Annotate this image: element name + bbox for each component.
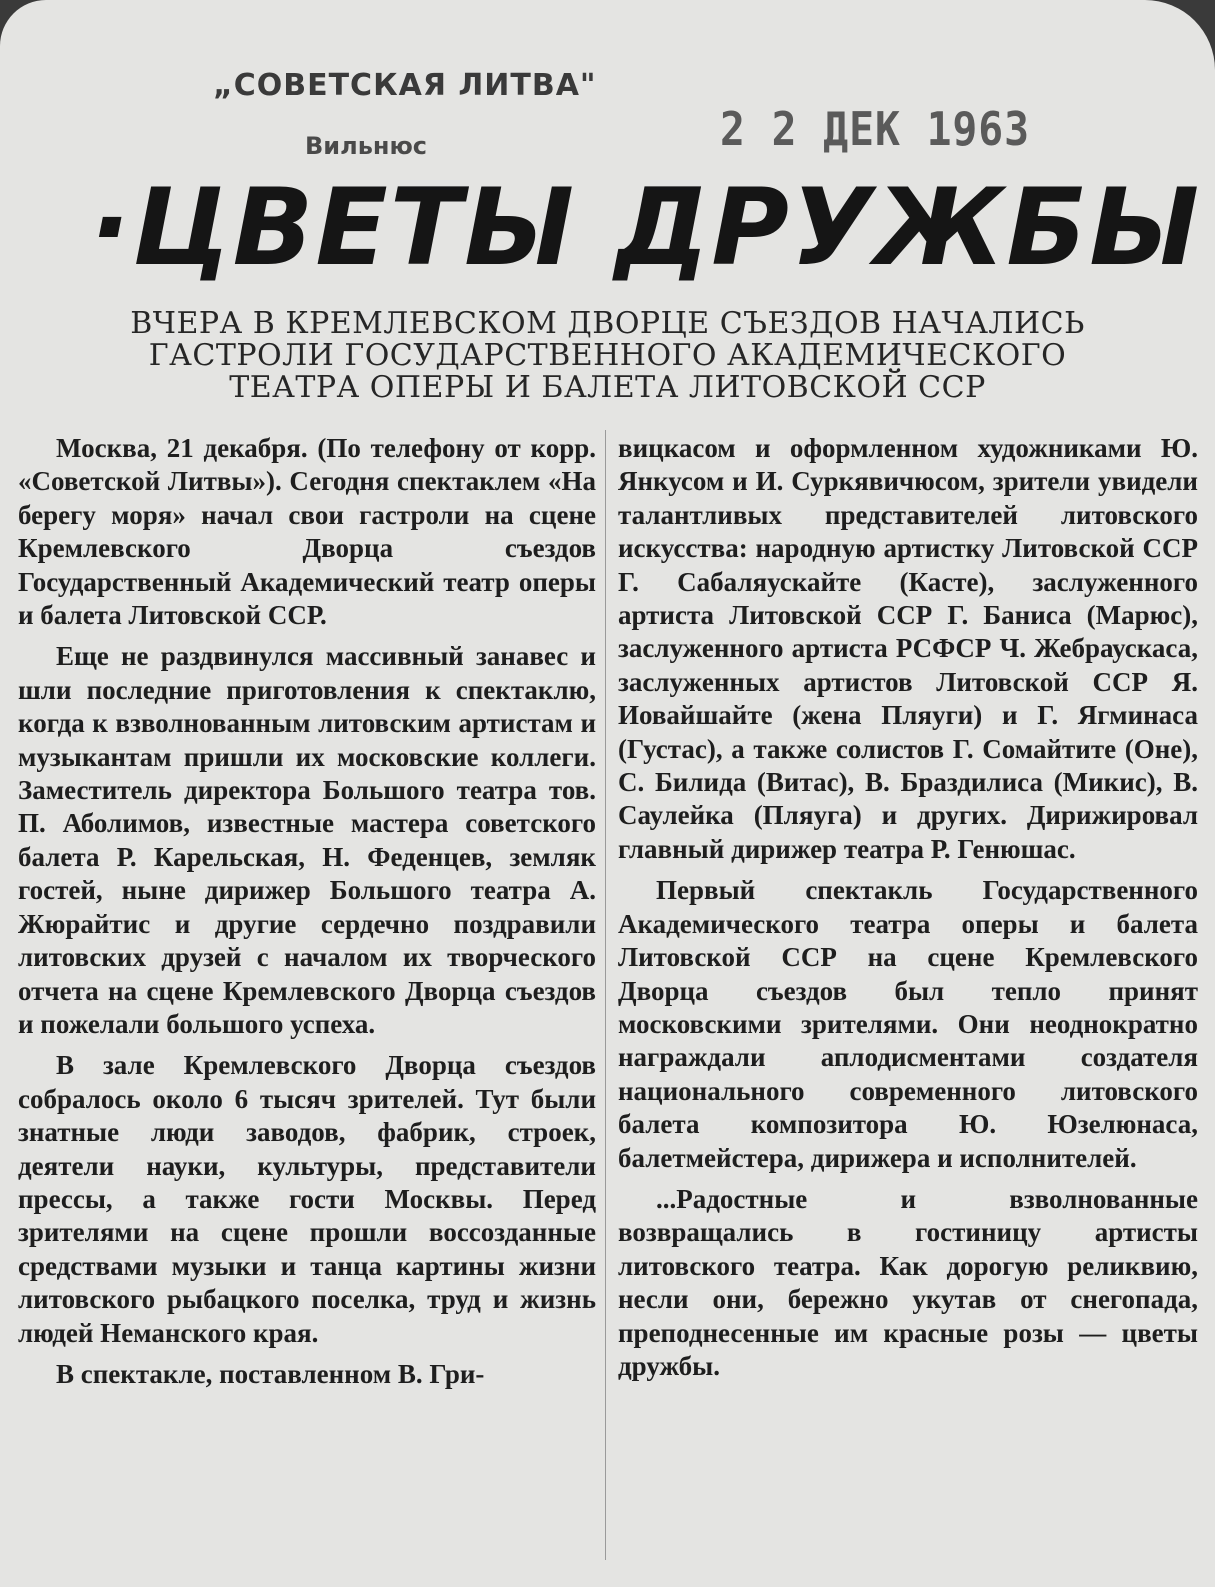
- article-subheadline: [0, 308, 1215, 404]
- article-paragraph: Еще не раздвинулся массивный занавес и шли последние приготовления к спектаклю, когда к взволнованным литовским артистам и музыкантам пришли их московские коллеги. Заместитель директора Большого театра тов. П. Аболимов, известные мастера советского балета Р. Карельская, Н. Феденцев, земляк гостей, ныне дирижер Большого театра А. Жюрайтис и другие сердечно поздравили литовских друзей с началом их творческого отчета на сцене Кремлевского Дворца съездов и пожелали большого успеха.: [18, 641, 596, 1039]
- article-paragraph: В спектакле, поставленном В. Гри-: [56, 1358, 485, 1389]
- masthead: [205, 60, 1105, 170]
- newspaper-name: „СОВЕТСКАЯ ЛИТВА": [213, 68, 597, 103]
- subheadline-line: ВЧЕРА В КРЕМЛЕВСКОМ ДВОРЦЕ СЪЕЗДОВ НАЧАЛИСЬ: [130, 306, 1085, 341]
- date-stamp: 2 2 ДЕК 1963: [720, 102, 1030, 156]
- article-paragraph: В зале Кремлевского Дворца съездов собралось около 6 тысяч зрителей. Тут были знатные люди заводов, фабрик, строек, деятели науки, культуры, представители прессы, а также гости Москвы. Перед зрителями на сцене прошли воссозданные средствами музыки и танца картины жизни литовского рыбацкого поселка, труд и жизнь людей Неманского края.: [18, 1050, 596, 1348]
- article-paragraph: Москва, 21 декабря. (По телефону от корр. «Советской Литвы»). Сегодня спектаклем «На берегу моря» начал свои гастроли на сцене Кремлевского Дворца съездов Государственный Академический театр оперы и балета Литовской ССР.: [18, 433, 596, 631]
- article-paragraph: Первый спектакль Государственного Академического театра оперы и балета Литовской ССР на сцене Кремлевского Дворца съездов был тепло принят московскими зрителями. Они неоднократно награждали аплодисментами создателя национального современного литовского балета композитора Ю. Юзелюнаса, балетмейстера, дирижера и исполнителей.: [618, 875, 1198, 1173]
- article-paragraph: ...Радостные и взволнованные возвращались в гостиницу артисты литовского театра. Как дорогую реликвию, несли они, бережно укутав от снегопада, преподнесенные им красные розы — цветы дружбы.: [618, 1183, 1198, 1381]
- subheadline-line: ГАСТРОЛИ ГОСУДАРСТВЕННОГО АКАДЕМИЧЕСКОГО: [148, 338, 1067, 373]
- article-column-left: [18, 432, 596, 1399]
- subheadline-line: ТЕАТРА ОПЕРЫ И БАЛЕТА ЛИТОВСКОЙ ССР: [229, 370, 986, 405]
- column-divider: [605, 430, 606, 1560]
- newspaper-city: Вильнюс: [305, 132, 428, 160]
- article-paragraph: вицкасом и оформленном художниками Ю. Янкусом и И. Суркявичюсом, зрители увидели талантливых представителей литовского искусства: народную артистку Литовской ССР Г. Сабаляускайте (Касте), заслуженного артиста Литовской ССР Г. Баниса (Марюс), заслуженного артиста РСФСР Ч. Жебраускаса, заслуженных артистов Литовской ССР Я. Иовайшайте (жена Пляуги) и Г. Ягминаса (Густас), а также солистов Г. Сомайтите (Оне), С. Билида (Витас), В. Браздилиса (Микис), В. Саулейка (Пляуга) и других. Дирижировал главный дирижер театра Р. Генюшас.: [618, 433, 1198, 864]
- article-headline: ·ЦВЕТЫ ДРУЖБЫ: [90, 166, 1202, 289]
- article-column-right: [618, 432, 1198, 1391]
